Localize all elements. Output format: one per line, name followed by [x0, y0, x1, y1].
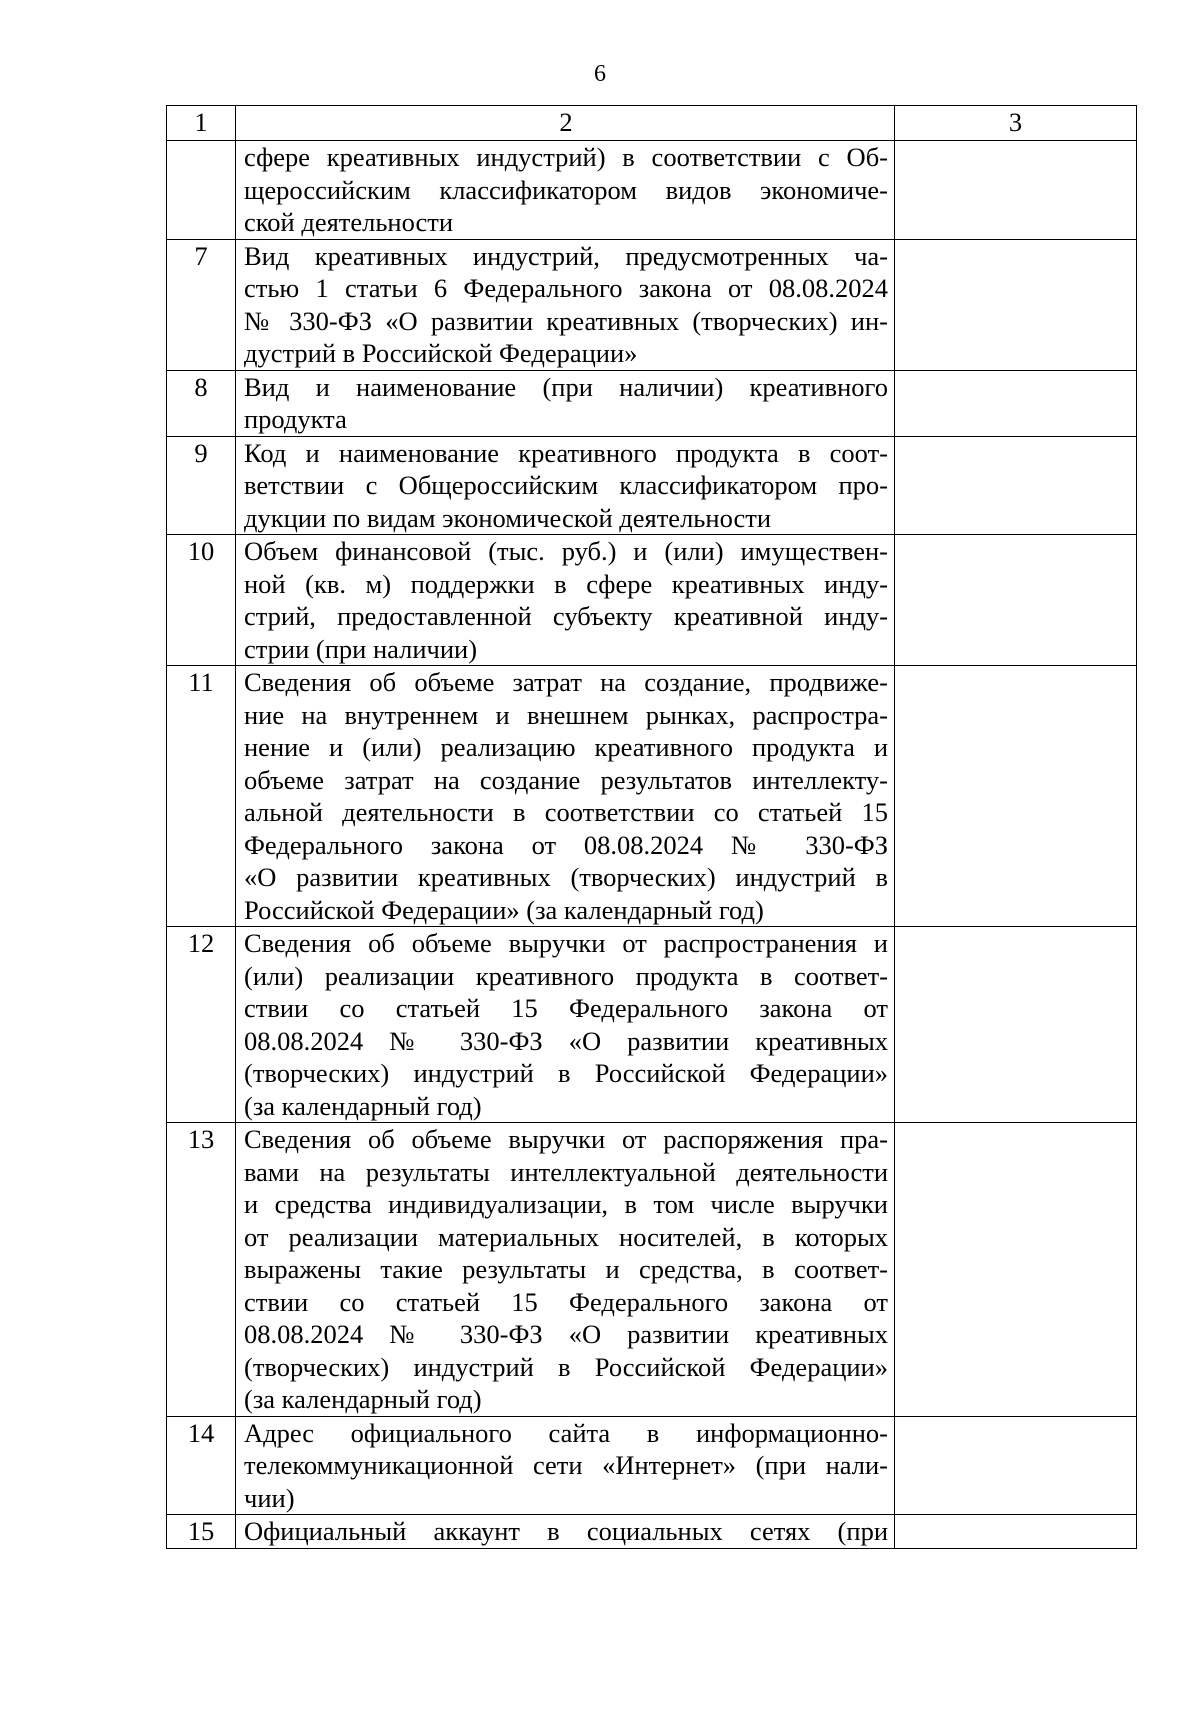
row-number-cell: 8	[167, 370, 236, 436]
row-description-line: (творческих) индустрий в Российской Федерации»	[244, 1058, 888, 1088]
row-number-cell: 7	[167, 239, 236, 370]
row-description-cell	[236, 1515, 895, 1549]
row-description-line: телекоммуникационной сети «Интернет» (при нали-	[244, 1450, 888, 1480]
row-description-cell	[236, 1123, 895, 1417]
row-description-line: Сведения об объеме выручки от распространения и	[244, 928, 888, 958]
header-cell-2: 2	[236, 106, 895, 141]
table-row	[167, 1123, 1137, 1417]
row-value-cell	[895, 927, 1137, 1123]
row-description-cell	[236, 141, 895, 240]
table-row	[167, 535, 1137, 666]
row-description-line: объеме затрат на создание результатов интеллекту-	[244, 764, 888, 795]
row-description-line: дукции по видам экономической деятельности	[244, 502, 771, 533]
row-value-cell	[895, 535, 1137, 666]
table-row	[167, 436, 1137, 535]
row-description-line: Официальный аккаунт в социальных сетях (при	[244, 1516, 888, 1546]
row-number-cell: 10	[167, 535, 236, 666]
row-description-line: Сведения об объеме выручки от распоряжения пра-	[244, 1124, 888, 1154]
row-description-line: ной (кв. м) поддержки в сфере креативных инду-	[244, 568, 888, 599]
row-description-cell	[236, 239, 895, 370]
table-row	[167, 1515, 1137, 1549]
row-description-line: и средства индивидуализации, в том числе выручки	[244, 1189, 888, 1219]
data-table	[166, 105, 1137, 1549]
header-cell-3: 3	[895, 106, 1137, 141]
row-number-cell	[167, 141, 236, 240]
table-header-row	[167, 106, 1137, 141]
row-value-cell	[895, 1123, 1137, 1417]
row-description-line: «О развитии креативных (творческих) индустрий в	[244, 862, 888, 892]
row-value-cell	[895, 370, 1137, 436]
row-description-line: ние на внутреннем и внешнем рынках, распростра-	[244, 699, 888, 730]
row-description-line: чии)	[244, 1482, 295, 1513]
table-row	[167, 1416, 1137, 1515]
row-description-line: ветствии с Общероссийским классификатором про-	[244, 470, 888, 500]
row-description-line: ствии со статьей 15 Федерального закона от	[244, 1286, 888, 1317]
page-number: 6	[594, 61, 606, 87]
row-description-line: дустрий в Российской Федерации»	[244, 338, 638, 368]
table-row	[167, 239, 1137, 370]
row-number-cell: 11	[167, 666, 236, 927]
row-description-line: Федерального закона от 08.08.2024 № 330-ФЗ	[244, 829, 888, 860]
row-number-cell: 9	[167, 436, 236, 535]
table-body	[167, 106, 1137, 1549]
row-description-line: Вид креативных индустрий, предусмотренных ча-	[244, 240, 888, 271]
row-description-cell	[236, 927, 895, 1123]
row-description-cell	[236, 1416, 895, 1515]
row-value-cell	[895, 436, 1137, 535]
table-row	[167, 141, 1137, 240]
row-description-line: стью 1 статьи 6 Федерального закона от 08.08.2024	[244, 273, 888, 303]
row-number-cell: 15	[167, 1515, 236, 1549]
row-description-line: Объем финансовой (тыс. руб.) и (или) имуществен-	[244, 536, 888, 566]
row-description-line: Адрес официального сайта в информационно-	[244, 1417, 888, 1448]
row-description-line: щероссийским классификатором видов экономиче-	[244, 174, 888, 205]
row-description-cell	[236, 666, 895, 927]
row-description-line: Код и наименование креативного продукта в соот-	[244, 437, 888, 468]
row-description-line: альной деятельности в соответствии со статьей 15	[244, 797, 888, 827]
row-description-line: стрий, предоставленной субъекту креативной инду-	[244, 601, 888, 631]
row-description-line: сфере креативных индустрий) в соответствии с Об-	[244, 142, 888, 172]
row-description-line: (или) реализации креативного продукта в соответ-	[244, 960, 888, 991]
row-description-line: Вид и наименование (при наличии) креативного	[244, 371, 888, 402]
table-row	[167, 370, 1137, 436]
row-description-line: ствии со статьей 15 Федерального закона от	[244, 993, 888, 1023]
table-row	[167, 666, 1137, 927]
row-description-line: 08.08.2024 № 330-ФЗ «О развитии креативных	[244, 1025, 888, 1056]
row-description-cell	[236, 370, 895, 436]
row-description-line: нение и (или) реализацию креативного продукта и	[244, 732, 888, 762]
row-number-cell: 13	[167, 1123, 236, 1417]
row-description-line: продукта	[244, 404, 347, 434]
row-description-line: вами на результаты интеллектуальной деятельности	[244, 1156, 888, 1187]
row-description-line: (за календарный год)	[244, 1384, 482, 1414]
row-number-cell: 14	[167, 1416, 236, 1515]
row-description-line: Российской Федерации» (за календарный год)	[244, 894, 764, 925]
row-description-line: стрии (при наличии)	[244, 633, 478, 664]
row-value-cell	[895, 1515, 1137, 1549]
row-description-cell	[236, 436, 895, 535]
row-description-line: 08.08.2024 № 330-ФЗ «О развитии креативных	[244, 1319, 888, 1349]
row-description-cell	[236, 535, 895, 666]
row-value-cell	[895, 666, 1137, 927]
row-description-line: (творческих) индустрий в Российской Федерации»	[244, 1351, 888, 1382]
header-cell-1: 1	[167, 106, 236, 141]
row-number-cell: 12	[167, 927, 236, 1123]
row-description-line: (за календарный год)	[244, 1090, 482, 1121]
row-value-cell	[895, 1416, 1137, 1515]
row-description-line: № 330-ФЗ «О развитии креативных (творческих) ин-	[244, 305, 888, 336]
row-description-line: выражены такие результаты и средства, в соответ-	[244, 1254, 888, 1284]
table-row	[167, 927, 1137, 1123]
row-description-line: ской деятельности	[244, 207, 454, 237]
row-description-line: Сведения об объеме затрат на создание, продвиже-	[244, 667, 888, 697]
row-value-cell	[895, 239, 1137, 370]
row-value-cell	[895, 141, 1137, 240]
row-description-line: от реализации материальных носителей, в которых	[244, 1221, 888, 1252]
